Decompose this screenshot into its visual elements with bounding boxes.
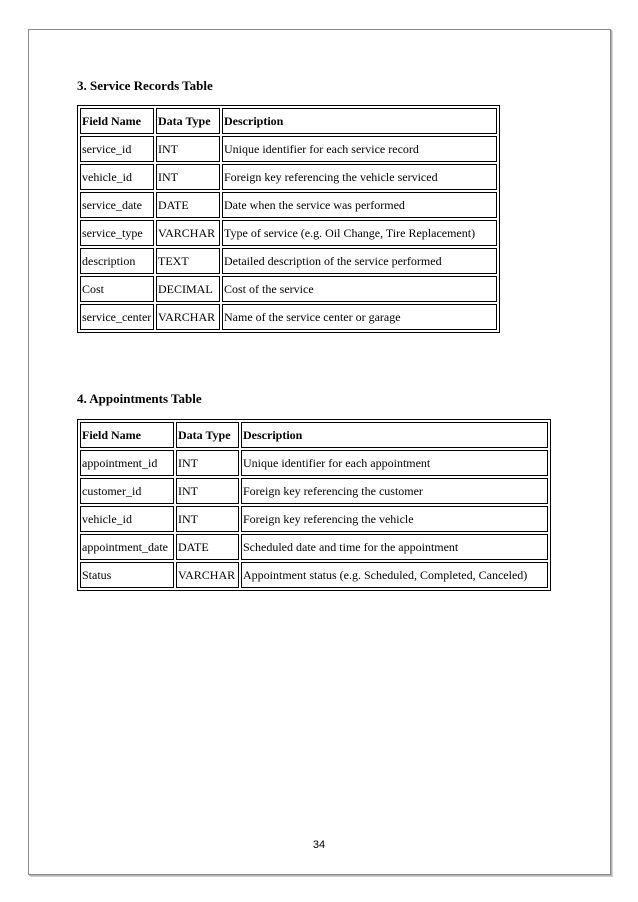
page-number: 34 <box>312 839 326 851</box>
table-row <box>80 276 497 302</box>
data-type-cell: VARCHAR <box>176 562 239 588</box>
field-name-cell: appointment_id <box>80 450 174 476</box>
table-row <box>80 534 548 560</box>
column-header: Data Type <box>156 108 220 134</box>
data-type-cell: DATE <box>176 534 239 560</box>
table-header-row <box>80 422 548 448</box>
table-row <box>80 220 497 246</box>
field-name-cell: vehicle_id <box>80 164 154 190</box>
table-row <box>80 506 548 532</box>
column-header: Description <box>222 108 497 134</box>
field-name-cell: vehicle_id <box>80 506 174 532</box>
service-records-heading: 3. Service Records Table <box>77 78 213 93</box>
table-row <box>80 164 497 190</box>
description-cell: Date when the service was performed <box>222 192 497 218</box>
description-cell: Type of service (e.g. Oil Change, Tire Replacement) <box>222 220 497 246</box>
description-cell: Foreign key referencing the vehicle <box>241 506 548 532</box>
description-cell: Appointment status (e.g. Scheduled, Completed, Canceled) <box>241 562 548 588</box>
field-name-cell: Status <box>80 562 174 588</box>
table-row <box>80 450 548 476</box>
field-name-cell: service_date <box>80 192 154 218</box>
table-header-row <box>80 108 497 134</box>
field-name-cell: service_type <box>80 220 154 246</box>
description-cell: Cost of the service <box>222 276 497 302</box>
field-name-cell: description <box>80 248 154 274</box>
data-type-cell: INT <box>156 136 220 162</box>
appointments-table <box>77 419 551 591</box>
description-cell: Foreign key referencing the vehicle serviced <box>222 164 497 190</box>
column-header: Data Type <box>176 422 239 448</box>
description-cell: Unique identifier for each appointment <box>241 450 548 476</box>
column-header: Field Name <box>80 422 174 448</box>
description-cell: Name of the service center or garage <box>222 304 497 330</box>
data-type-cell: DECIMAL <box>156 276 220 302</box>
table-row <box>80 136 497 162</box>
description-cell: Unique identifier for each service record <box>222 136 497 162</box>
column-header: Description <box>241 422 548 448</box>
data-type-cell: INT <box>176 450 239 476</box>
description-cell: Scheduled date and time for the appointment <box>241 534 548 560</box>
field-name-cell: Cost <box>80 276 154 302</box>
data-type-cell: VARCHAR <box>156 220 220 246</box>
table-row <box>80 562 548 588</box>
table-row <box>80 478 548 504</box>
data-type-cell: INT <box>176 506 239 532</box>
service-records-table <box>77 105 500 333</box>
table-row <box>80 304 497 330</box>
table-row <box>80 248 497 274</box>
data-type-cell: TEXT <box>156 248 220 274</box>
field-name-cell: customer_id <box>80 478 174 504</box>
appointments-heading: 4. Appointments Table <box>77 391 202 406</box>
data-type-cell: INT <box>156 164 220 190</box>
data-type-cell: VARCHAR <box>156 304 220 330</box>
field-name-cell: service_center <box>80 304 154 330</box>
field-name-cell: service_id <box>80 136 154 162</box>
description-cell: Foreign key referencing the customer <box>241 478 548 504</box>
description-cell: Detailed description of the service performed <box>222 248 497 274</box>
field-name-cell: appointment_date <box>80 534 174 560</box>
data-type-cell: INT <box>176 478 239 504</box>
table-row <box>80 192 497 218</box>
data-type-cell: DATE <box>156 192 220 218</box>
column-header: Field Name <box>80 108 154 134</box>
